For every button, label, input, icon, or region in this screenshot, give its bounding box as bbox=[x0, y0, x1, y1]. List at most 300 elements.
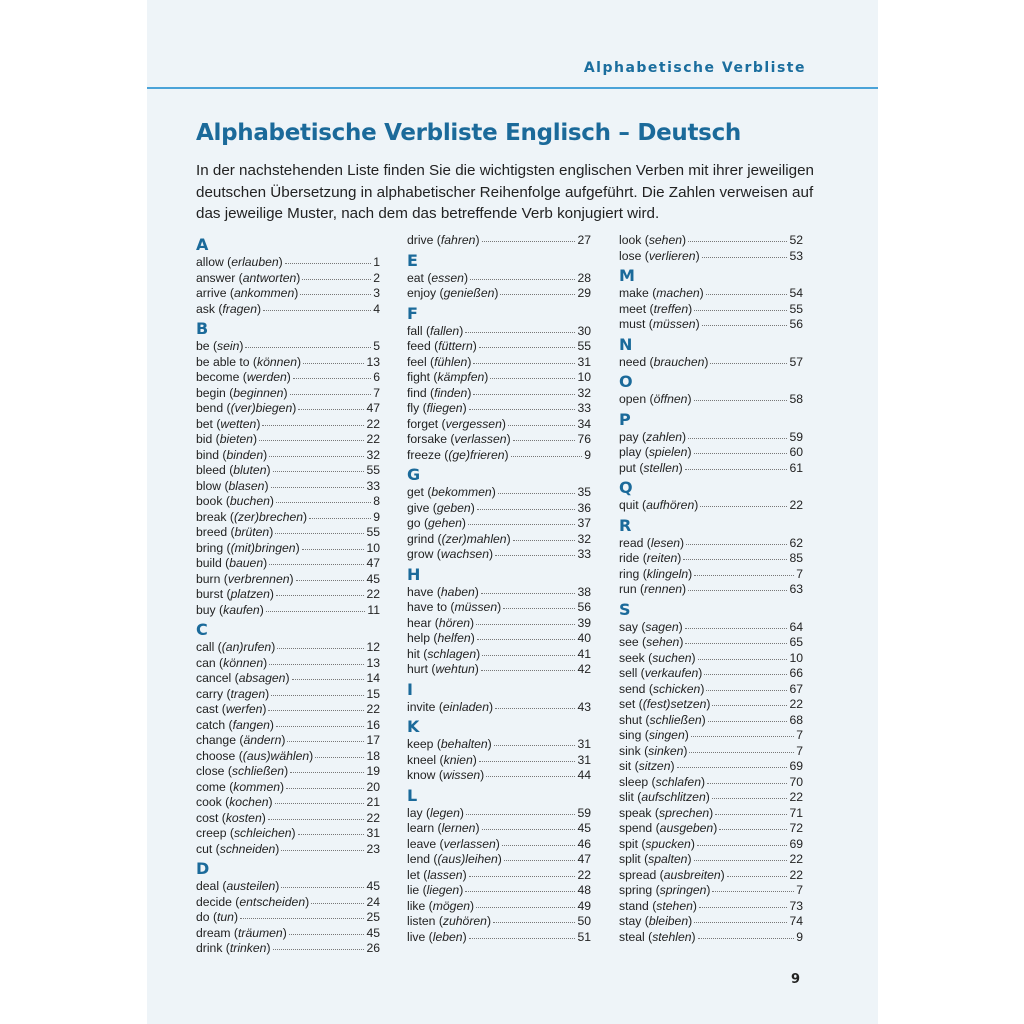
german-translation: (aus)leihen bbox=[437, 852, 498, 866]
english-verb: steal bbox=[619, 929, 645, 944]
english-verb: bet bbox=[196, 416, 213, 431]
open-paren: ( bbox=[214, 301, 223, 316]
verb-entry bbox=[619, 666, 803, 682]
dot-leader bbox=[493, 921, 575, 923]
german-translation: brauchen bbox=[653, 354, 705, 369]
dot-leader bbox=[465, 331, 575, 333]
verb-entry bbox=[619, 868, 803, 884]
pattern-number: 74 bbox=[789, 914, 803, 928]
verb-entry bbox=[407, 355, 591, 371]
german-translation: entscheiden bbox=[239, 894, 306, 909]
dot-leader bbox=[293, 377, 371, 379]
english-verb: meet bbox=[619, 301, 647, 316]
open-paren: ( bbox=[636, 582, 645, 596]
open-paren: ( bbox=[433, 584, 441, 599]
pattern-number: 15 bbox=[366, 686, 380, 701]
open-paren: ( bbox=[227, 525, 235, 539]
pattern-number: 71 bbox=[789, 805, 803, 820]
letter-section bbox=[619, 333, 803, 371]
close-paren: ) bbox=[470, 631, 475, 645]
letter-section bbox=[407, 233, 591, 249]
close-paren: ) bbox=[462, 401, 467, 415]
open-paren: ( bbox=[633, 790, 642, 804]
german-translation: trinken bbox=[229, 941, 267, 955]
german-translation: kämpfen bbox=[437, 370, 485, 384]
dot-leader bbox=[273, 948, 365, 950]
english-verb: cook bbox=[196, 795, 222, 809]
dot-leader bbox=[704, 673, 787, 675]
open-paren: ( bbox=[235, 270, 243, 285]
english-verb: like bbox=[407, 898, 426, 913]
english-verb: drink bbox=[196, 941, 223, 955]
german-translation: schleichen bbox=[233, 826, 292, 840]
dot-leader bbox=[269, 663, 364, 665]
pattern-number: 52 bbox=[789, 233, 803, 247]
dot-leader bbox=[276, 725, 365, 727]
open-paren: ( bbox=[648, 774, 656, 789]
german-translation: spalten bbox=[648, 852, 688, 866]
open-paren: ( bbox=[436, 752, 444, 767]
close-paren: ) bbox=[256, 416, 261, 431]
verb-entry bbox=[407, 286, 591, 302]
pattern-number: 21 bbox=[366, 795, 380, 809]
verb-entry bbox=[619, 790, 803, 806]
german-translation: kochen bbox=[229, 795, 269, 809]
german-translation: hören bbox=[438, 615, 471, 630]
german-translation: rennen bbox=[644, 582, 683, 596]
close-paren: ) bbox=[263, 447, 268, 462]
pattern-number: 22 bbox=[366, 416, 380, 431]
dot-leader bbox=[495, 707, 575, 709]
german-translation: schließen bbox=[649, 712, 702, 727]
dot-leader bbox=[476, 906, 575, 908]
open-paren: ( bbox=[426, 354, 435, 369]
english-verb: decide bbox=[196, 894, 232, 909]
verb-entry bbox=[196, 463, 380, 479]
german-translation: lassen bbox=[427, 867, 463, 882]
open-paren: ( bbox=[419, 867, 428, 882]
pattern-number: 28 bbox=[577, 270, 591, 285]
pattern-number: 65 bbox=[789, 635, 803, 649]
open-paren: ( bbox=[641, 445, 649, 459]
open-paren: ( bbox=[433, 547, 441, 561]
dot-leader bbox=[494, 744, 576, 746]
pattern-number: 45 bbox=[366, 925, 380, 940]
open-paren: ( bbox=[226, 509, 234, 524]
german-translation: schlafen bbox=[655, 774, 701, 789]
pattern-number: 26 bbox=[366, 941, 380, 955]
close-paren: ) bbox=[679, 635, 684, 649]
english-verb: send bbox=[619, 681, 646, 696]
english-verb: read bbox=[619, 535, 644, 550]
open-paren: ( bbox=[425, 929, 433, 944]
dot-leader bbox=[276, 594, 365, 596]
dot-leader bbox=[694, 921, 787, 923]
english-verb: forget bbox=[407, 416, 439, 431]
dot-leader bbox=[706, 293, 788, 295]
close-paren: ) bbox=[687, 392, 692, 406]
dot-leader bbox=[479, 346, 576, 348]
pattern-number: 22 bbox=[789, 867, 803, 882]
section-letter: M bbox=[619, 266, 635, 285]
pattern-number: 62 bbox=[789, 535, 803, 550]
pattern-number: 7 bbox=[796, 743, 803, 758]
dot-leader bbox=[504, 859, 576, 861]
english-verb: keep bbox=[407, 737, 434, 751]
english-verb: do bbox=[196, 910, 210, 924]
open-paren: ( bbox=[419, 883, 427, 897]
pattern-number: 70 bbox=[789, 774, 803, 789]
close-paren: ) bbox=[504, 447, 509, 462]
german-translation: wachsen bbox=[440, 547, 489, 561]
german-translation: brüten bbox=[234, 525, 270, 539]
open-paren: ( bbox=[430, 370, 438, 384]
open-paren: ( bbox=[430, 852, 438, 866]
verb-entry bbox=[407, 370, 591, 386]
open-paren: ( bbox=[231, 894, 240, 909]
pattern-number: 32 bbox=[366, 447, 380, 462]
close-paren: ) bbox=[296, 270, 301, 285]
close-paren: ) bbox=[472, 752, 477, 767]
german-translation: stehlen bbox=[652, 929, 692, 944]
english-verb: spread bbox=[619, 867, 657, 882]
german-translation: schneiden bbox=[219, 841, 276, 856]
open-paren: ( bbox=[235, 748, 243, 763]
english-verb: burst bbox=[196, 587, 224, 601]
verb-entry bbox=[619, 445, 803, 461]
verb-entry bbox=[407, 233, 591, 249]
pattern-number: 6 bbox=[373, 370, 380, 384]
german-translation: müssen bbox=[454, 600, 498, 614]
open-paren: ( bbox=[640, 743, 649, 758]
letter-section bbox=[619, 598, 803, 946]
open-paren: ( bbox=[446, 432, 455, 446]
open-paren: ( bbox=[221, 795, 230, 809]
open-paren: ( bbox=[230, 925, 238, 940]
pattern-number: 22 bbox=[366, 810, 380, 825]
pattern-number: 10 bbox=[366, 540, 380, 555]
pattern-number: 8 bbox=[373, 494, 380, 508]
dot-leader bbox=[710, 362, 787, 364]
dot-leader bbox=[707, 782, 787, 784]
open-paren: ( bbox=[425, 898, 433, 913]
verb-entry bbox=[196, 910, 380, 926]
pattern-number: 39 bbox=[577, 615, 591, 630]
english-verb: look bbox=[619, 233, 642, 247]
close-paren: ) bbox=[698, 666, 703, 680]
verb-entry bbox=[196, 733, 380, 749]
letter-section bbox=[407, 302, 591, 464]
dot-leader bbox=[495, 554, 575, 556]
open-paren: ( bbox=[644, 929, 653, 944]
verb-entry bbox=[196, 401, 380, 417]
verb-entry bbox=[619, 430, 803, 446]
close-paren: ) bbox=[275, 879, 280, 893]
dot-leader bbox=[689, 751, 794, 753]
open-paren: ( bbox=[239, 370, 247, 384]
pattern-number: 59 bbox=[789, 429, 803, 444]
pattern-number: 22 bbox=[789, 790, 803, 804]
open-paren: ( bbox=[643, 535, 651, 550]
close-paren: ) bbox=[497, 852, 502, 866]
open-paren: ( bbox=[431, 615, 439, 630]
verb-entry bbox=[619, 837, 803, 853]
german-translation: bieten bbox=[219, 432, 253, 446]
german-translation: tragen bbox=[230, 686, 266, 701]
open-paren: ( bbox=[221, 556, 230, 570]
verb-entry bbox=[196, 640, 380, 656]
german-translation: austeilen bbox=[226, 879, 276, 893]
dot-leader bbox=[697, 844, 788, 846]
verb-entry bbox=[619, 302, 803, 318]
german-translation: sinken bbox=[648, 743, 684, 758]
english-verb: split bbox=[619, 852, 641, 866]
english-verb: lend bbox=[407, 852, 431, 866]
open-paren: ( bbox=[212, 416, 221, 431]
pattern-number: 76 bbox=[577, 432, 591, 446]
open-paren: ( bbox=[640, 852, 649, 866]
open-paren: ( bbox=[219, 447, 227, 462]
close-paren: ) bbox=[692, 898, 697, 913]
verb-entry bbox=[619, 317, 803, 333]
open-paren: ( bbox=[438, 416, 446, 431]
letter-section bbox=[407, 715, 591, 784]
open-paren: ( bbox=[652, 821, 660, 835]
german-translation: können bbox=[223, 655, 264, 670]
dot-leader bbox=[298, 833, 365, 835]
english-verb: know bbox=[407, 768, 436, 782]
close-paren: ) bbox=[470, 500, 475, 515]
close-paren: ) bbox=[487, 737, 492, 751]
verb-column-3 bbox=[619, 233, 803, 945]
close-paren: ) bbox=[303, 509, 308, 524]
english-verb: sell bbox=[619, 666, 638, 680]
open-paren: ( bbox=[226, 286, 234, 300]
open-paren: ( bbox=[642, 712, 650, 727]
german-translation: fangen bbox=[232, 717, 270, 732]
english-verb: fight bbox=[407, 370, 431, 384]
dot-leader bbox=[469, 937, 576, 939]
section-letter: D bbox=[196, 859, 210, 878]
close-paren: ) bbox=[263, 556, 268, 570]
dot-leader bbox=[469, 875, 576, 877]
verb-entry bbox=[407, 914, 591, 930]
dot-leader bbox=[481, 669, 576, 671]
close-paren: ) bbox=[494, 286, 499, 300]
english-verb: fall bbox=[407, 323, 423, 338]
verb-entry bbox=[619, 775, 803, 791]
pattern-number: 50 bbox=[577, 914, 591, 928]
english-verb: quit bbox=[619, 498, 639, 512]
dot-leader bbox=[511, 455, 583, 457]
pattern-number: 40 bbox=[577, 631, 591, 645]
german-translation: schlagen bbox=[427, 646, 477, 661]
close-paren: ) bbox=[269, 494, 274, 508]
english-verb: bring bbox=[196, 540, 224, 555]
open-paren: ( bbox=[440, 447, 449, 462]
verb-entry bbox=[407, 806, 591, 822]
dot-leader bbox=[296, 579, 365, 581]
close-paren: ) bbox=[497, 600, 502, 614]
pattern-number: 53 bbox=[789, 248, 803, 263]
dot-leader bbox=[263, 309, 371, 311]
german-translation: wissen bbox=[442, 768, 481, 782]
english-verb: come bbox=[196, 779, 226, 794]
verb-entry bbox=[619, 682, 803, 698]
open-paren: ( bbox=[209, 910, 218, 924]
open-paren: ( bbox=[637, 619, 646, 634]
open-paren: ( bbox=[215, 602, 224, 617]
english-verb: book bbox=[196, 494, 223, 508]
pattern-number: 24 bbox=[366, 894, 380, 909]
pattern-number: 69 bbox=[789, 836, 803, 851]
english-verb: hit bbox=[407, 646, 420, 661]
verb-entry bbox=[196, 302, 380, 318]
dot-leader bbox=[500, 293, 575, 295]
dot-leader bbox=[688, 437, 787, 439]
pattern-number: 35 bbox=[577, 485, 591, 499]
english-verb: run bbox=[619, 582, 637, 596]
dot-leader bbox=[677, 766, 788, 768]
verb-entry bbox=[619, 355, 803, 371]
verb-entry bbox=[407, 417, 591, 433]
german-translation: erlauben bbox=[231, 255, 279, 269]
german-translation: singen bbox=[648, 728, 685, 742]
pattern-number: 3 bbox=[373, 286, 380, 300]
open-paren: ( bbox=[221, 478, 229, 493]
dot-leader bbox=[281, 886, 364, 888]
dot-leader bbox=[268, 709, 364, 711]
running-head: Alphabetische Verbliste bbox=[583, 60, 806, 76]
english-verb: pay bbox=[619, 429, 639, 444]
german-translation: helfen bbox=[437, 631, 471, 645]
verb-entry bbox=[407, 324, 591, 340]
open-paren: ( bbox=[638, 429, 647, 444]
open-paren: ( bbox=[637, 666, 645, 680]
dot-leader bbox=[469, 408, 576, 410]
pattern-number: 18 bbox=[366, 748, 380, 763]
verb-entry bbox=[196, 749, 380, 765]
verb-entry bbox=[196, 339, 380, 355]
close-paren: ) bbox=[474, 662, 479, 676]
close-paren: ) bbox=[296, 354, 302, 369]
english-verb: cut bbox=[196, 841, 213, 856]
verb-entry bbox=[196, 926, 380, 942]
open-paren: ( bbox=[436, 836, 444, 851]
open-paren: ( bbox=[434, 821, 442, 835]
verb-entry bbox=[196, 541, 380, 557]
open-paren: ( bbox=[645, 681, 653, 696]
close-paren: ) bbox=[695, 248, 700, 263]
verb-entry bbox=[407, 768, 591, 784]
section-letter: K bbox=[407, 717, 420, 736]
german-translation: leben bbox=[432, 929, 463, 944]
close-paren: ) bbox=[268, 795, 273, 809]
pattern-number: 16 bbox=[366, 717, 380, 732]
german-translation: blasen bbox=[228, 478, 265, 493]
close-paren: ) bbox=[705, 790, 710, 804]
close-paren: ) bbox=[495, 836, 500, 851]
letter-section bbox=[619, 233, 803, 264]
verb-entry bbox=[619, 651, 803, 667]
dot-leader bbox=[503, 607, 575, 609]
verb-entry bbox=[407, 386, 591, 402]
close-paren: ) bbox=[264, 478, 269, 493]
pattern-number: 17 bbox=[366, 733, 380, 747]
english-verb: become bbox=[196, 370, 240, 384]
english-verb: have to bbox=[407, 600, 447, 614]
open-paren: ( bbox=[225, 385, 234, 400]
dot-leader bbox=[245, 346, 371, 348]
dot-leader bbox=[470, 278, 575, 280]
pattern-number: 44 bbox=[577, 768, 591, 782]
dot-leader bbox=[481, 592, 576, 594]
english-verb: speak bbox=[619, 805, 652, 820]
open-paren: ( bbox=[641, 728, 649, 742]
english-verb: ask bbox=[196, 301, 215, 316]
dot-leader bbox=[287, 740, 364, 742]
dot-leader bbox=[715, 813, 787, 815]
pattern-number: 32 bbox=[577, 385, 591, 400]
verb-entry bbox=[196, 718, 380, 734]
open-paren: ( bbox=[644, 650, 653, 665]
letter-section bbox=[619, 476, 803, 514]
english-verb: stand bbox=[619, 898, 649, 913]
english-verb: blow bbox=[196, 478, 222, 493]
german-translation: sehen bbox=[648, 233, 683, 247]
dot-leader bbox=[691, 735, 794, 737]
section-letter: F bbox=[407, 303, 418, 323]
pattern-number: 59 bbox=[577, 805, 591, 820]
open-paren: ( bbox=[419, 401, 427, 415]
english-verb: sink bbox=[619, 743, 641, 758]
verb-entry bbox=[196, 510, 380, 526]
verb-entry bbox=[196, 795, 380, 811]
verb-entry bbox=[196, 370, 380, 386]
german-translation: antworten bbox=[242, 270, 297, 285]
section-letter: O bbox=[619, 372, 633, 391]
english-verb: cast bbox=[196, 702, 219, 716]
german-translation: werden bbox=[246, 370, 287, 384]
verb-entry bbox=[407, 516, 591, 532]
close-paren: ) bbox=[709, 805, 714, 820]
dot-leader bbox=[276, 501, 371, 503]
verb-entry bbox=[619, 697, 803, 713]
english-verb: can bbox=[196, 655, 216, 670]
english-verb: call bbox=[196, 640, 215, 654]
close-paren: ) bbox=[480, 768, 485, 782]
section-letter: B bbox=[196, 319, 209, 338]
page bbox=[147, 0, 878, 1024]
verb-entry bbox=[407, 448, 591, 464]
german-translation: absagen bbox=[238, 671, 286, 685]
open-paren: ( bbox=[641, 914, 649, 928]
dot-leader bbox=[482, 828, 576, 830]
german-translation: spucken bbox=[645, 836, 691, 851]
open-paren: ( bbox=[223, 401, 231, 415]
open-paren: ( bbox=[648, 898, 657, 913]
verb-entry bbox=[196, 255, 380, 271]
close-paren: ) bbox=[263, 655, 268, 670]
pattern-number: 61 bbox=[789, 460, 803, 475]
english-verb: enjoy bbox=[407, 286, 437, 300]
german-translation: sitzen bbox=[638, 759, 671, 773]
dot-leader bbox=[683, 558, 787, 560]
open-paren: ( bbox=[225, 779, 234, 794]
dot-leader bbox=[302, 278, 371, 280]
verb-entry bbox=[619, 567, 803, 583]
german-translation: ausgeben bbox=[659, 821, 714, 835]
